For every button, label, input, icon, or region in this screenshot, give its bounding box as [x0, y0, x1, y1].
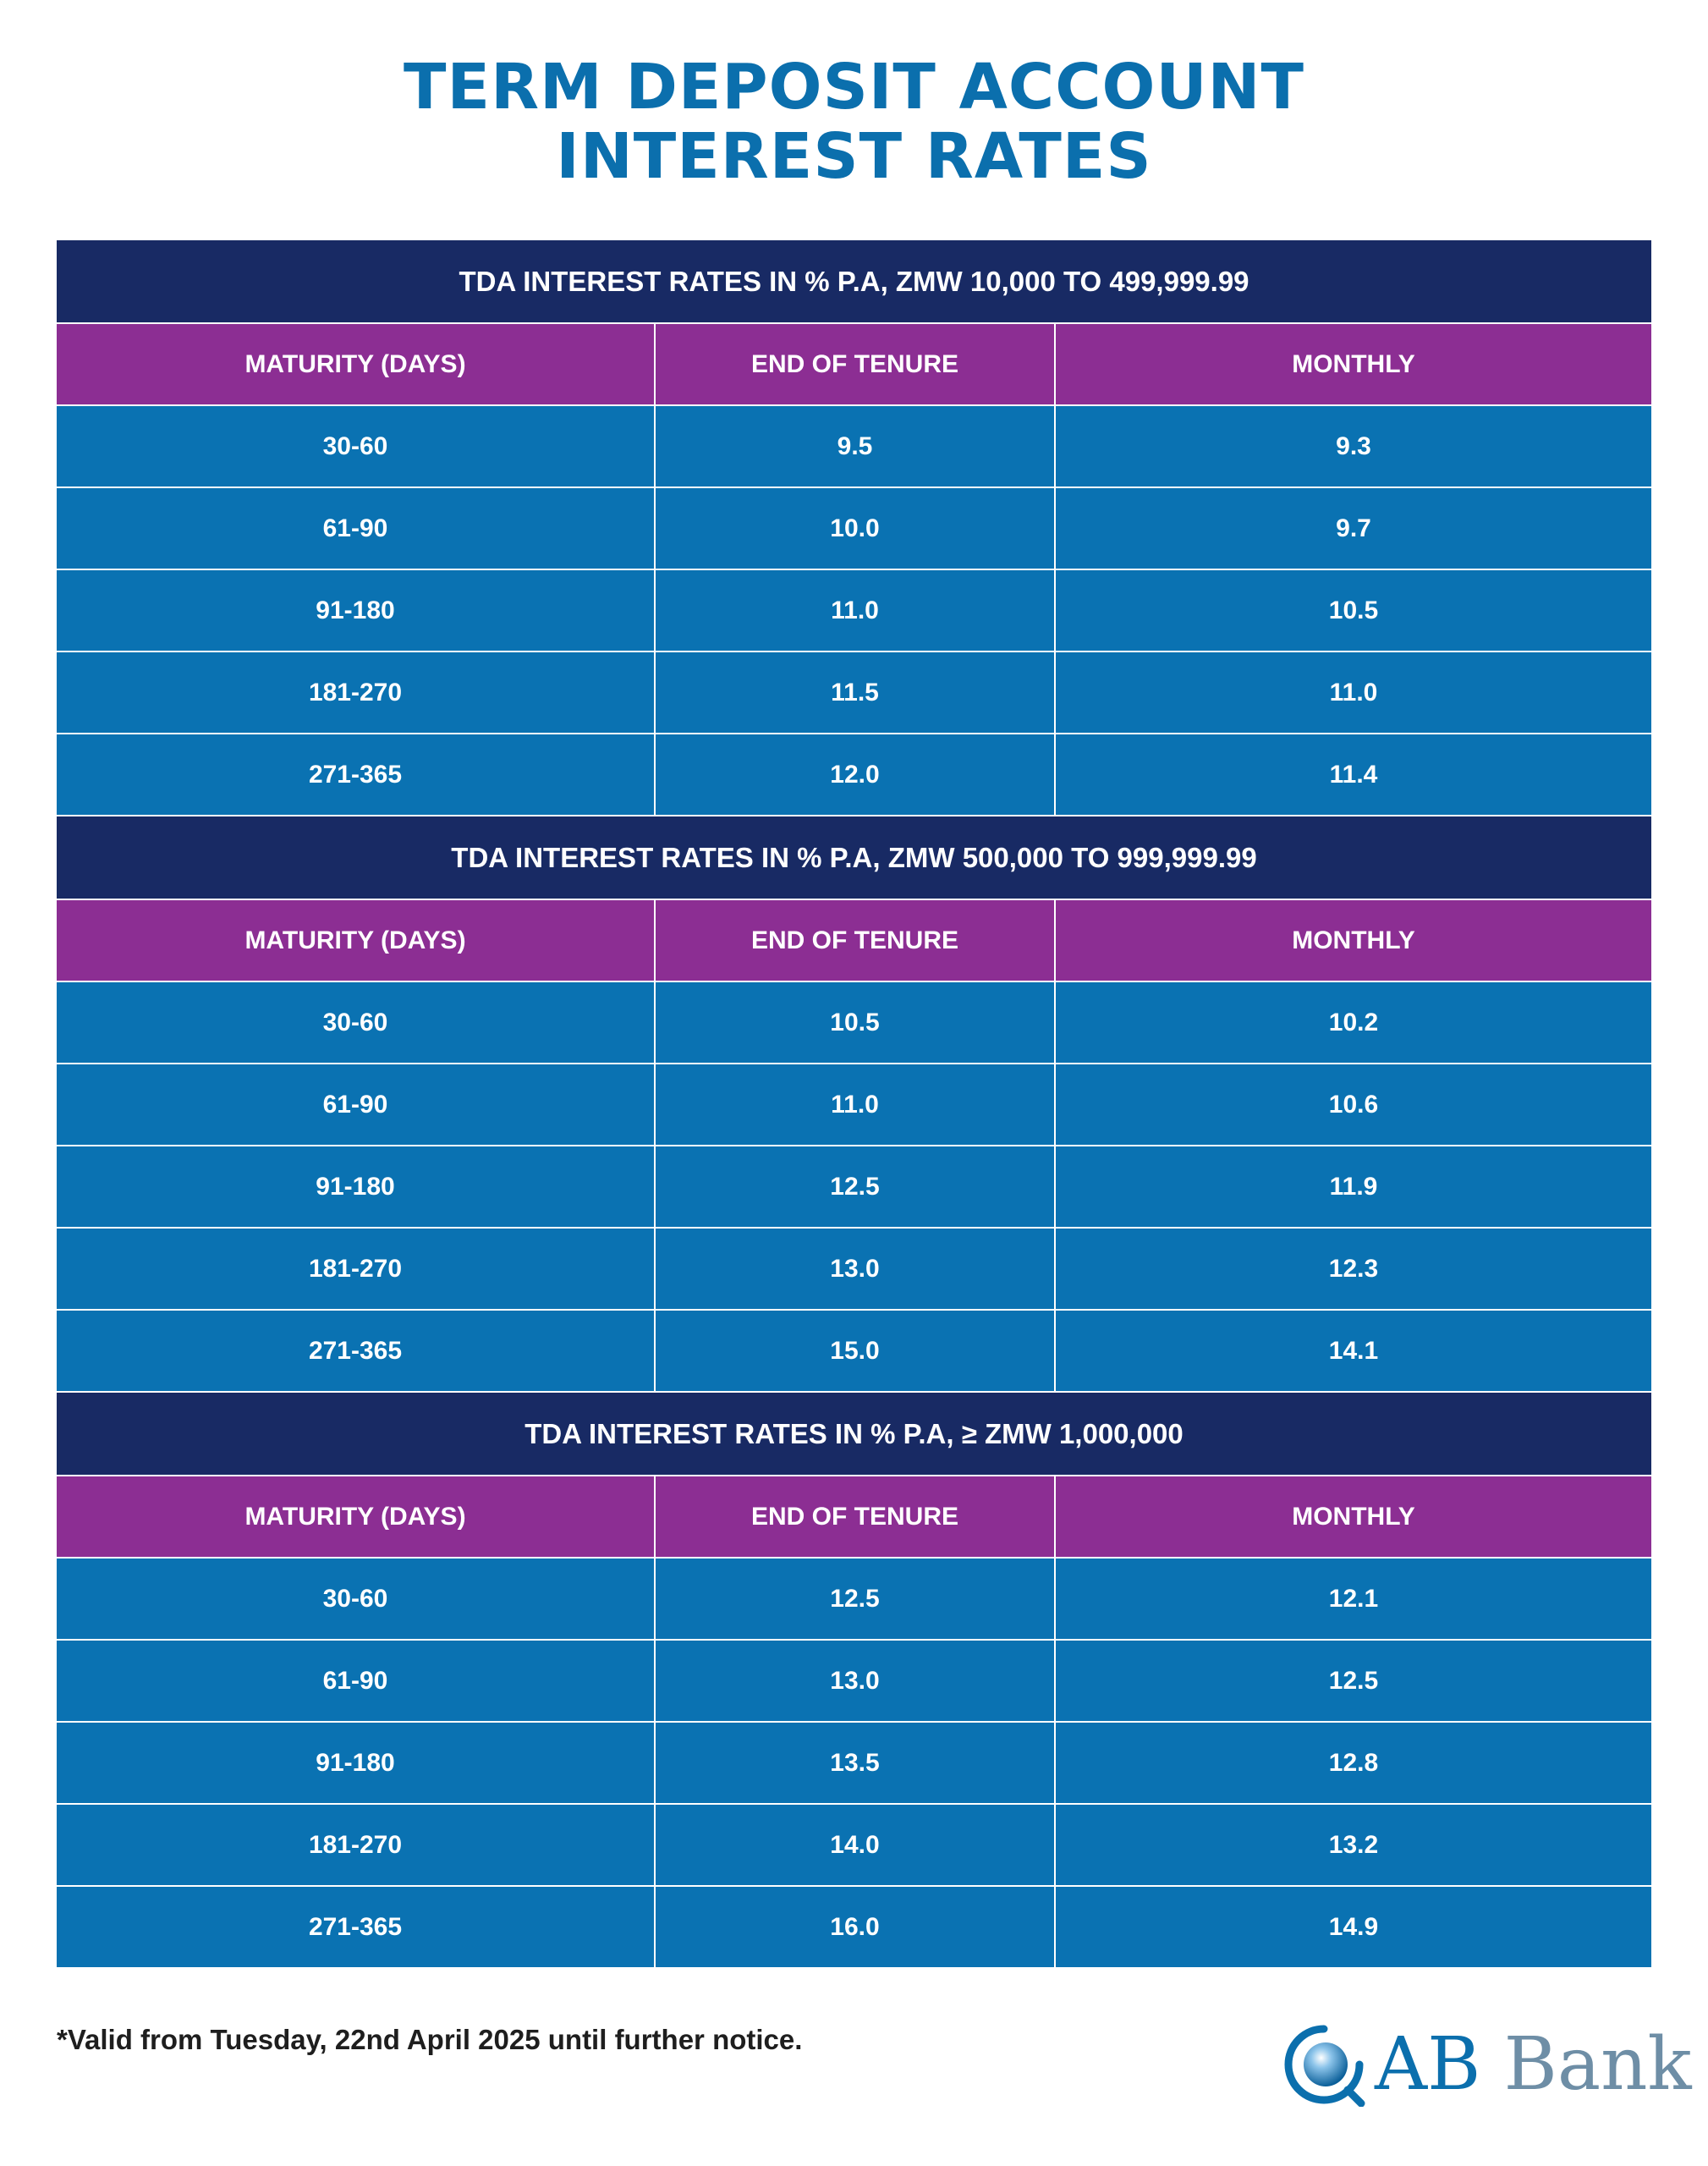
table-cell: 13.2: [1054, 1805, 1651, 1885]
column-header: END OF TENURE: [654, 324, 1054, 404]
table-header-row: [57, 322, 1651, 404]
column-header: END OF TENURE: [654, 900, 1054, 981]
table-cell: 11.0: [654, 570, 1054, 651]
page-title-line-2: INTEREST RATES: [556, 120, 1152, 193]
table-row: [57, 1885, 1651, 1967]
table-cell: 12.1: [1054, 1559, 1651, 1639]
rates-table: [57, 240, 1651, 815]
column-header: MATURITY (DAYS): [57, 1476, 654, 1557]
table-cell: 13.0: [654, 1641, 1054, 1721]
table-cell: 271-365: [57, 734, 654, 815]
table-row: [57, 1721, 1651, 1803]
table-cell: 9.5: [654, 406, 1054, 487]
table-cell: 30-60: [57, 982, 654, 1063]
table-row: [57, 733, 1651, 815]
table-cell: 14.1: [1054, 1311, 1651, 1391]
table-cell: 10.2: [1054, 982, 1651, 1063]
table-cell: 91-180: [57, 570, 654, 651]
table-cell: 12.5: [1054, 1641, 1651, 1721]
table-cell: 11.0: [1054, 652, 1651, 733]
logo-text-bank: Bank: [1503, 2022, 1692, 2107]
table-row: [57, 404, 1651, 487]
table-cell: 14.0: [654, 1805, 1054, 1885]
table-cell: 11.9: [1054, 1146, 1651, 1227]
rates-tables: [57, 240, 1651, 1967]
table-cell: 91-180: [57, 1146, 654, 1227]
table-cell: 11.4: [1054, 734, 1651, 815]
table-row: [57, 1639, 1651, 1721]
table-cell: 10.0: [654, 488, 1054, 569]
ab-bank-logo: [1282, 2018, 1692, 2111]
table-cell: 9.7: [1054, 488, 1651, 569]
table-cell: 12.5: [654, 1146, 1054, 1227]
table-cell: 10.5: [654, 982, 1054, 1063]
table-row: [57, 1063, 1651, 1145]
table-row: [57, 981, 1651, 1063]
table-row: [57, 651, 1651, 733]
rates-table: [57, 1391, 1651, 1967]
table-cell: 13.0: [654, 1229, 1054, 1309]
table-cell: 61-90: [57, 488, 654, 569]
column-header: MONTHLY: [1054, 1476, 1651, 1557]
column-header: END OF TENURE: [654, 1476, 1054, 1557]
column-header: MATURITY (DAYS): [57, 324, 654, 404]
table-band-title: TDA INTEREST RATES IN % P.A, ZMW 10,000 TO 499,999.99: [57, 240, 1651, 322]
table-cell: 11.0: [654, 1064, 1054, 1145]
table-cell: 15.0: [654, 1311, 1054, 1391]
table-cell: 61-90: [57, 1064, 654, 1145]
table-header-row: [57, 899, 1651, 981]
table-cell: 14.9: [1054, 1887, 1651, 1967]
table-cell: 12.8: [1054, 1723, 1651, 1803]
column-header: MONTHLY: [1054, 900, 1651, 981]
table-cell: 181-270: [57, 1805, 654, 1885]
table-header-row: [57, 1475, 1651, 1557]
table-cell: 12.5: [654, 1559, 1054, 1639]
table-cell: 181-270: [57, 1229, 654, 1309]
ab-bank-globe-icon: [1282, 2022, 1366, 2107]
table-cell: 30-60: [57, 1559, 654, 1639]
table-row: [57, 569, 1651, 651]
table-cell: 16.0: [654, 1887, 1054, 1967]
ab-bank-wordmark: [1375, 2022, 1692, 2107]
validity-footnote: *Valid from Tuesday, 22nd April 2025 until further notice.: [57, 2024, 803, 2055]
table-cell: 30-60: [57, 406, 654, 487]
table-cell: 10.6: [1054, 1064, 1651, 1145]
table-row: [57, 1227, 1651, 1309]
column-header: MATURITY (DAYS): [57, 900, 654, 981]
table-cell: 12.3: [1054, 1229, 1651, 1309]
table-cell: 13.5: [654, 1723, 1054, 1803]
table-cell: 61-90: [57, 1641, 654, 1721]
table-row: [57, 1803, 1651, 1885]
table-cell: 12.0: [654, 734, 1054, 815]
table-row: [57, 1557, 1651, 1639]
table-cell: 91-180: [57, 1723, 654, 1803]
logo-text-ab: AB: [1375, 2022, 1481, 2107]
rates-table: [57, 815, 1651, 1391]
table-row: [57, 1145, 1651, 1227]
table-row: [57, 487, 1651, 569]
table-band-title: TDA INTEREST RATES IN % P.A, ZMW 500,000 TO 999,999.99: [57, 816, 1651, 899]
table-band-title: TDA INTEREST RATES IN % P.A, ≥ ZMW 1,000,000: [57, 1393, 1651, 1475]
page-title-line-1: TERM DEPOSIT ACCOUNT: [404, 51, 1304, 124]
table-cell: 11.5: [654, 652, 1054, 733]
table-cell: 181-270: [57, 652, 654, 733]
page-title: [0, 52, 1708, 191]
column-header: MONTHLY: [1054, 324, 1651, 404]
table-row: [57, 1309, 1651, 1391]
table-cell: 271-365: [57, 1311, 654, 1391]
table-cell: 9.3: [1054, 406, 1651, 487]
table-cell: 271-365: [57, 1887, 654, 1967]
table-cell: 10.5: [1054, 570, 1651, 651]
